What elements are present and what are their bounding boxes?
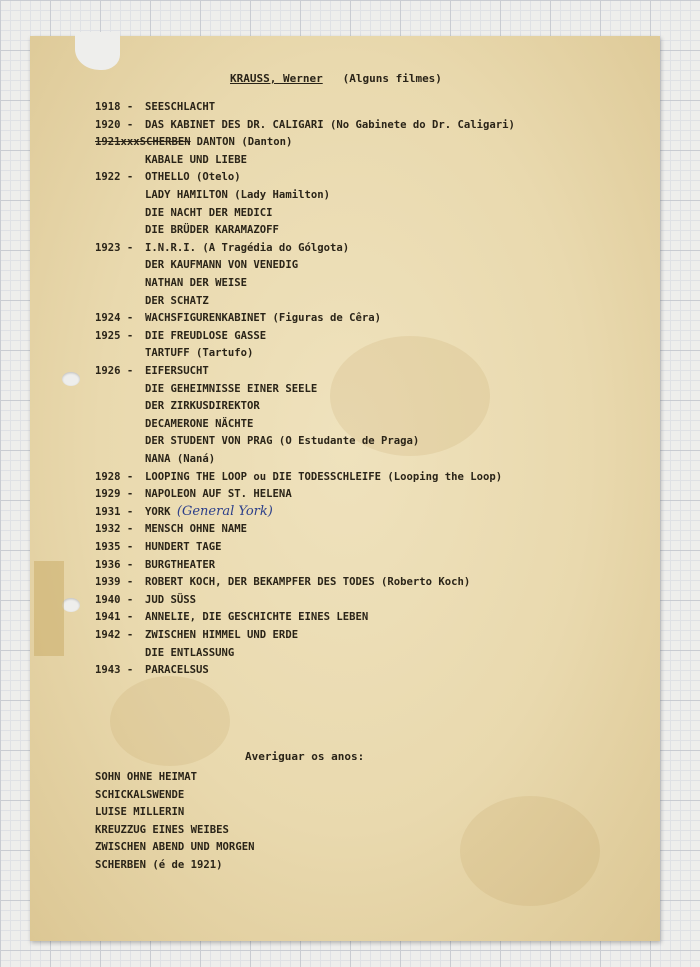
film-title: DER STUDENT VON PRAG (O Estudante de Praga) (145, 435, 420, 448)
punch-hole-upper (62, 372, 80, 386)
film-row (95, 520, 247, 538)
film-year: 1932 - (95, 523, 134, 536)
film-title: NANA (Naná) (145, 453, 216, 465)
film-title: I.N.R.I. (A Tragédia do Gólgota) (145, 241, 350, 254)
film-title: ZWISCHEN HIMMEL UND ERDE (145, 629, 299, 641)
film-row (95, 221, 279, 239)
film-year: 1941 - (95, 611, 134, 624)
film-title: PARACELSUS (145, 664, 209, 677)
film-row (95, 362, 209, 380)
film-row (95, 274, 247, 292)
film-year: 1918 - (95, 101, 134, 113)
film-title: OTHELLO (Otelo) (145, 171, 241, 184)
film-year: 1925 - (95, 329, 134, 342)
film-title: DIE GEHEIMNISSE EINER SEELE (145, 382, 318, 395)
film-title: NAPOLEON AUF ST. HELENA (145, 488, 292, 501)
film-row (95, 485, 292, 503)
film-row (95, 133, 292, 151)
film-row (95, 432, 419, 450)
film-row (95, 608, 368, 626)
verify-item: SCHERBEN (é de 1921) (95, 859, 223, 871)
film-year: 1924 - (95, 312, 134, 325)
film-title: DER ZIRKUSDIREKTOR (145, 400, 260, 413)
film-row (95, 168, 241, 186)
film-row (95, 309, 381, 327)
film-row (95, 380, 317, 398)
film-title: MENSCH OHNE NAME (145, 523, 248, 536)
film-year: 1936 - (95, 558, 134, 571)
film-title: TARTUFF (Tartufo) (145, 347, 254, 360)
film-year: 1920 - (95, 118, 134, 131)
film-row (95, 256, 298, 274)
film-row (95, 468, 502, 486)
film-title: LADY HAMILTON (Lady Hamilton) (145, 189, 330, 201)
film-row (95, 292, 209, 310)
film-row (95, 626, 298, 644)
film-row (95, 415, 253, 433)
film-row (95, 538, 222, 556)
punch-hole-lower (62, 598, 80, 612)
film-year: 1942 - (95, 629, 134, 641)
film-year: 1943 - (95, 664, 134, 677)
film-row (95, 151, 247, 169)
film-title: DER SCHATZ (145, 294, 209, 307)
actor-name: KRAUSS, Werner (230, 72, 323, 85)
film-title: DANTON (Danton) (196, 136, 293, 149)
film-title: SEESCHLACHT (145, 101, 216, 113)
film-row (95, 573, 470, 591)
film-title: DER KAUFMANN VON VENEDIG (145, 259, 299, 272)
film-year: 1926 - (95, 365, 134, 377)
document-page (30, 36, 660, 941)
film-title: ROBERT KOCH, DER BEKAMPFER DES TODES (Roberto Koch) (145, 576, 471, 589)
film-row (95, 661, 209, 679)
film-row (95, 556, 215, 574)
film-year: 1928 - (95, 470, 134, 483)
verify-item: LUISE MILLERIN (95, 806, 185, 819)
film-title: KABALE UND LIEBE (145, 153, 248, 166)
film-title: DAS KABINET DES DR. CALIGARI (No Gabinete do Dr. Caligari) (145, 118, 515, 131)
film-year: 1935 - (95, 541, 134, 553)
film-row (95, 503, 273, 521)
film-row (95, 204, 273, 222)
film-title: HUNDERT TAGE (145, 541, 222, 553)
film-row (95, 591, 196, 609)
torn-corner (75, 32, 120, 70)
paper-stain (110, 676, 230, 766)
film-title: WACHSFIGURENKABINET (Figuras de Cêra) (145, 312, 381, 325)
handwritten-note: (General York) (176, 503, 273, 519)
verify-item: SOHN OHNE HEIMAT (95, 771, 198, 783)
verify-item: ZWISCHEN ABEND UND MORGEN (95, 841, 255, 854)
film-year: 1923 - (95, 241, 134, 254)
film-year: 1940 - (95, 593, 134, 606)
film-year: 1922 - (95, 171, 134, 184)
film-title: YORK (145, 505, 177, 518)
film-title: LOOPING THE LOOP ou DIE TODESSCHLEIFE (Looping the Loop) (145, 470, 503, 483)
film-title: DIE NACHT DER MEDICI (145, 206, 273, 219)
film-year: 1931 - (95, 505, 134, 518)
verify-item: SCHICKALSWENDE (95, 788, 185, 801)
film-row (95, 186, 330, 204)
film-title: DECAMERONE NÄCHTE (145, 417, 254, 430)
film-title: DIE ENTLASSUNG (145, 646, 235, 659)
film-row (95, 98, 215, 116)
film-row (95, 327, 266, 345)
film-title: JUD SÜSS (145, 593, 197, 606)
film-title: DIE BRÜDER KARAMAZOFF (145, 224, 279, 237)
film-row (95, 450, 215, 468)
document-title (230, 72, 442, 85)
film-row (95, 644, 234, 662)
film-row (95, 116, 515, 134)
tape-patch (34, 561, 64, 656)
film-title: BURGTHEATER (145, 558, 216, 571)
film-row (95, 239, 349, 257)
title-subtitle: (Alguns filmes) (342, 72, 442, 85)
verify-heading: Averiguar os anos: (245, 750, 365, 763)
film-year: 1939 - (95, 576, 134, 589)
film-row (95, 344, 253, 362)
film-year: 1929 - (95, 488, 134, 501)
film-title: NATHAN DER WEISE (145, 277, 248, 289)
film-title: DIE FREUDLOSE GASSE (145, 329, 267, 342)
film-year: 1921xxxSCHERBEN (95, 136, 191, 149)
film-title: ANNELIE, DIE GESCHICHTE EINES LEBEN (145, 611, 369, 624)
film-title: EIFERSUCHT (145, 365, 209, 377)
verify-item: KREUZZUG EINES WEIBES (95, 823, 229, 836)
film-row (95, 397, 260, 415)
paper-stain (460, 796, 600, 906)
